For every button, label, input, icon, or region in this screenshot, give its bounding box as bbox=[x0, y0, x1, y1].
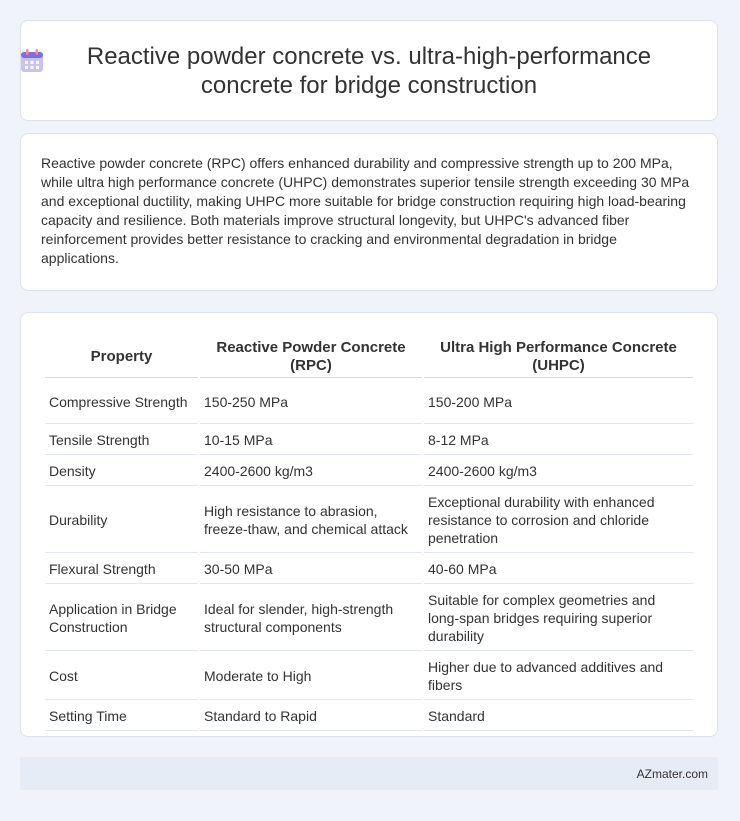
table-row bbox=[45, 586, 693, 651]
cell-rpc: Standard to Rapid bbox=[200, 702, 422, 731]
cell-property: Density bbox=[45, 457, 198, 486]
summary-paragraph: Reactive powder concrete (RPC) offers enhanced durability and compressive strength up to 200 MPa, while ultra high performance concrete (UHPC) demonstrates superior tensile strength exceeding 30 MPa and exceptional ductility, making UHPC more suitable for bridge construction requiring high load-bearing capacity and resilience. Both materials improve structural longevity, but UHPC's advanced fiber reinforcement provides better resistance to cracking and environmental degradation in bridge applications. bbox=[41, 155, 690, 266]
cell-property: Compressive Strength bbox=[45, 380, 198, 424]
table-row bbox=[45, 426, 693, 455]
cell-uhpc: Standard bbox=[424, 702, 693, 731]
table-row bbox=[45, 653, 693, 700]
cell-uhpc: 40-60 MPa bbox=[424, 555, 693, 584]
calendar-icon bbox=[19, 48, 45, 74]
cell-rpc: 150-250 MPa bbox=[200, 380, 422, 424]
cell-uhpc: 2400-2600 kg/m3 bbox=[424, 457, 693, 486]
header-property: Property bbox=[45, 335, 198, 378]
footer-bar bbox=[20, 757, 718, 790]
cell-property: Application in Bridge Construction bbox=[45, 586, 198, 651]
cell-rpc: Moderate to High bbox=[200, 653, 422, 700]
cell-uhpc: Exceptional durability with enhanced resistance to corrosion and chloride penetration bbox=[424, 488, 693, 553]
table-header-row bbox=[45, 335, 693, 378]
cell-property: Tensile Strength bbox=[45, 426, 198, 455]
comparison-table-card bbox=[20, 312, 718, 737]
cell-rpc: 10-15 MPa bbox=[200, 426, 422, 455]
title-card bbox=[20, 20, 718, 121]
cell-uhpc: Suitable for complex geometries and long-span bridges requiring superior durability bbox=[424, 586, 693, 651]
page-title: Reactive powder concrete vs. ultra-high-performance concrete for bridge construction bbox=[86, 42, 652, 99]
cell-rpc: 30-50 MPa bbox=[200, 555, 422, 584]
table-row bbox=[45, 702, 693, 731]
cell-rpc: Ideal for slender, high-strength structural components bbox=[200, 586, 422, 651]
cell-rpc: 2400-2600 kg/m3 bbox=[200, 457, 422, 486]
summary-card bbox=[20, 133, 718, 291]
cell-property: Flexural Strength bbox=[45, 555, 198, 584]
cell-rpc: High resistance to abrasion, freeze-thaw, and chemical attack bbox=[200, 488, 422, 553]
table-row bbox=[45, 488, 693, 553]
cell-property: Setting Time bbox=[45, 702, 198, 731]
title-wrap bbox=[69, 42, 669, 100]
table-row bbox=[45, 555, 693, 584]
cell-uhpc: Higher due to advanced additives and fibers bbox=[424, 653, 693, 700]
cell-uhpc: 150-200 MPa bbox=[424, 380, 693, 424]
comparison-table bbox=[43, 333, 695, 733]
header-uhpc: Ultra High Performance Concrete (UHPC) bbox=[424, 335, 693, 378]
table-row bbox=[45, 380, 693, 424]
cell-uhpc: 8-12 MPa bbox=[424, 426, 693, 455]
cell-property: Durability bbox=[45, 488, 198, 553]
cell-property: Cost bbox=[45, 653, 198, 700]
header-rpc: Reactive Powder Concrete (RPC) bbox=[200, 335, 422, 378]
table-row bbox=[45, 457, 693, 486]
footer-source-link[interactable]: AZmater.com bbox=[636, 766, 708, 781]
